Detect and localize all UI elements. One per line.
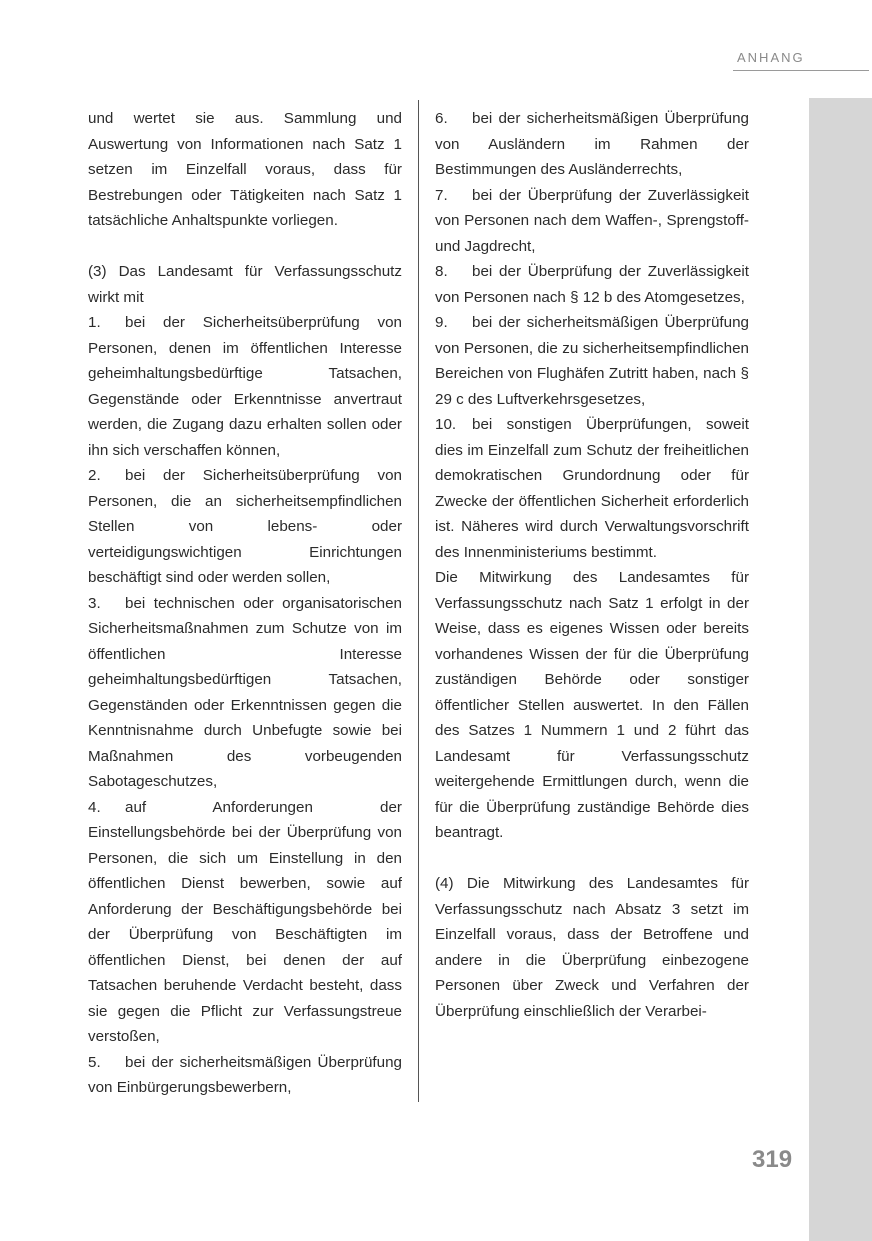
list-item-text: bei der Überprüfung der Zuverlässigkeit von Personen nach dem Waffen-, Sprengstoff- und Jagdrecht, [435,186,749,255]
list-item-text: auf Anforderungen der Einstellungsbehörde bei der Überprüfung von Personen, die sich um Einstellung in den öffentlichen Dienst bewerben, sowie auf Anforderung der Beschäftigungsbehörde bei der Überprüfung von Beschäftigten im öffentlichen Dienst, bei denen der auf Tatsachen beruhende Verdacht besteht, dass sie gegen die Pflicht zur Verfassungstreue verstoßen, [88,798,402,1045]
list-item [435,106,749,183]
intro-paragraph: und wertet sie aus. Sammlung und Auswertung von Informationen nach Satz 1 setzen im Einzelfall voraus, dass für Bestrebungen oder Tätigkeiten nach Satz 1 tatsächliche Anhaltspunkte vorliegen. [88,110,402,229]
list-item [88,310,402,463]
list-item [88,591,402,795]
section-header-label: ANHANG [737,50,805,65]
page-number: 319 [752,1146,793,1173]
side-margin-bar [809,98,872,1241]
list-item-number: 2. [88,467,101,484]
list-item-number: 6. [435,110,448,127]
list-item [88,795,402,1050]
header-rule [733,70,869,71]
list-item-text: bei der Sicherheitsüberprüfung von Personen, denen im öffentlichen Interesse geheimhaltungsbedürftige Tatsachen, Gegenstände oder Erkenntnisse anvertraut werden, die Zugang dazu erhalten sollen oder ihn sich verschaffen können, [88,314,402,459]
paragraph-gap [435,846,749,872]
list-item-number: 9. [435,314,448,331]
paragraph-gap [88,234,402,260]
list-item-number: 8. [435,263,448,280]
list-item [435,183,749,260]
list-item [435,310,749,412]
paragraph-3-heading: (3) Das Landesamt für Verfassungsschutz wirkt mit [88,263,402,306]
list-item-number: 7. [435,186,448,204]
list-item-number: 4. [88,798,101,816]
list-item-text: bei der sicherheitsmäßigen Überprüfung von Einbürgerungsbewerbern, [88,1053,402,1096]
paragraph-4: (4) Die Mitwirkung des Landesamtes für Verfassungsschutz nach Absatz 3 setzt im Einzelfall voraus, dass der Betroffene und andere in die Überprüfung einbezogene Personen über Zweck und Verfahren der Überprüfung einschließlich der Verarbei- [435,875,749,1020]
list-item-number: 3. [88,594,101,612]
list-item-text: bei technischen oder organisatorischen Sicherheitsmaßnahmen zum Schutze von im öffentlichen Interesse geheimhaltungsbedürftigen Tatsachen, Gegenständen oder Erkenntnissen gegen die Kenntnisnahme durch Unbefugte sowie bei Maßnahmen des vorbeugenden Sabotageschutzes, [88,594,402,790]
list-item-text: bei sonstigen Überprüfungen, soweit dies im Einzelfall zum Schutz der freiheitlichen demokratischen Grundordnung oder für Zwecke der öffentlichen Sicherheit erforderlich ist. Näheres wird durch Verwaltungsvorschrift des Innenministeriums bestimmt. [435,416,749,561]
list-item-number: 1. [88,314,101,331]
list-item [435,412,749,565]
list-item-text: bei der sicherheitsmäßigen Überprüfung von Personen, die zu sicherheitsempfindlichen Bereichen von Flughäfen Zutritt haben, nach § 29 c des Luftverkehrsgesetzes, [435,314,749,408]
list-item-text: bei der Sicherheitsüberprüfung von Personen, die an sicherheitsempfindlichen Stellen von lebens- oder verteidigungswichtigen Einrichtungen beschäftigt sind oder werden sollen, [88,467,402,586]
column-divider [418,100,419,1102]
list-item-number: 5. [88,1053,101,1071]
list-item-text: bei der Überprüfung der Zuverlässigkeit von Personen nach § 12 b des Atomgesetzes, [435,263,749,306]
left-text-column [88,106,402,1101]
list-item [88,1050,402,1101]
list-item [435,259,749,310]
right-text-column [435,106,749,1024]
list-item [88,463,402,591]
mitwirkung-paragraph: Die Mitwirkung des Landesamtes für Verfassungsschutz nach Satz 1 erfolgt in der Weise, dass es eigenes Wissen oder bereits vorhandenes Wissen der für die Überprüfung zuständigen Behörde oder sonstiger öffentlicher Stellen auswertet. In den Fällen des Satzes 1 Nummern 1 und 2 führt das Landesamt für Verfassungsschutz weitergehende Ermittlungen durch, wenn die für die Überprüfung zuständige Behörde dies beantragt. [435,569,749,841]
list-item-number: 10. [435,416,457,433]
list-item-text: bei der sicherheitsmäßigen Überprüfung von Ausländern im Rahmen der Bestimmungen des Ausländerrechts, [435,110,749,178]
